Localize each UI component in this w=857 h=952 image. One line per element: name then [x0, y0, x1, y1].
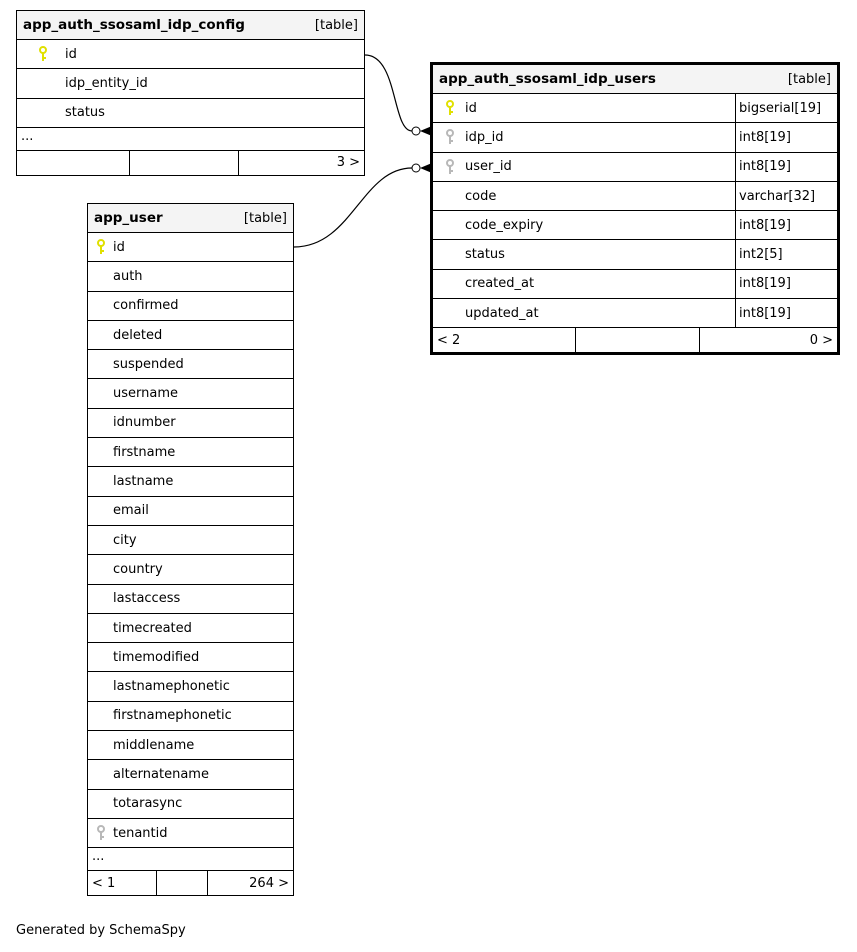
- column-name: alternatename: [113, 766, 209, 782]
- table-footer: [17, 151, 364, 175]
- column-row[interactable]: [433, 123, 837, 152]
- column-type: int8[19]: [735, 153, 837, 181]
- column-row[interactable]: [88, 409, 293, 438]
- column-row[interactable]: [433, 270, 837, 299]
- column-row[interactable]: [433, 153, 837, 182]
- column-name: user_id: [465, 159, 512, 175]
- column-type: varchar[32]: [735, 182, 837, 210]
- column-name: confirmed: [113, 298, 179, 314]
- column-type: int2[5]: [735, 240, 837, 268]
- column-type: bigserial[19]: [735, 94, 837, 122]
- column-row[interactable]: [88, 672, 293, 701]
- primary-key-icon: [91, 239, 111, 255]
- column-row[interactable]: [88, 438, 293, 467]
- column-name: suspended: [113, 356, 184, 372]
- column-row[interactable]: [88, 321, 293, 350]
- column-row[interactable]: [433, 211, 837, 240]
- column-name: email: [113, 503, 149, 519]
- column-name: firstname: [113, 444, 176, 460]
- column-type: int8[19]: [735, 211, 837, 239]
- column-row[interactable]: [433, 182, 837, 211]
- table-name: app_user: [94, 210, 163, 226]
- column-name: created_at: [465, 276, 535, 292]
- column-row[interactable]: [88, 614, 293, 643]
- table-header: [17, 11, 364, 40]
- parents-count: [17, 151, 129, 175]
- column-name: code_expiry: [465, 217, 544, 233]
- parents-count[interactable]: < 2: [437, 332, 461, 348]
- column-name: idnumber: [113, 415, 176, 431]
- more-columns[interactable]: ...: [17, 128, 364, 151]
- column-row[interactable]: [88, 350, 293, 379]
- column-row[interactable]: [88, 585, 293, 614]
- column-row[interactable]: [88, 819, 293, 848]
- column-name: lastnamephonetic: [113, 679, 230, 695]
- column-name: id: [65, 46, 77, 62]
- column-name: country: [113, 561, 163, 577]
- column-row[interactable]: [17, 99, 364, 128]
- children-count[interactable]: 264 >: [207, 871, 293, 895]
- column-row[interactable]: [88, 643, 293, 672]
- zero-many-marker: [412, 127, 420, 135]
- column-type: int8[19]: [735, 270, 837, 298]
- column-row[interactable]: [88, 292, 293, 321]
- column-name: status: [465, 247, 505, 263]
- table-header: [88, 204, 293, 233]
- column-name: firstnamephonetic: [113, 708, 232, 724]
- column-name: city: [113, 532, 137, 548]
- column-row[interactable]: [17, 69, 364, 98]
- table-kind: [table]: [243, 210, 287, 226]
- column-row[interactable]: [88, 497, 293, 526]
- column-name: status: [65, 105, 105, 121]
- table-header: [433, 65, 837, 94]
- column-type: int8[19]: [735, 123, 837, 151]
- column-type: int8[19]: [735, 299, 837, 327]
- column-name: id: [465, 100, 477, 116]
- table-app-user[interactable]: [87, 203, 294, 896]
- children-count[interactable]: 3 >: [238, 151, 364, 175]
- column-name: deleted: [113, 327, 163, 343]
- column-name: middlename: [113, 737, 195, 753]
- zero-many-marker: [412, 164, 420, 172]
- column-row[interactable]: [88, 702, 293, 731]
- footer-cell: [156, 871, 207, 895]
- primary-key-icon: [437, 100, 463, 116]
- fk-idp-id-line: [365, 55, 412, 131]
- column-name: tenantid: [113, 825, 168, 841]
- table-name: app_auth_ssosaml_idp_users: [439, 71, 656, 87]
- column-row[interactable]: [88, 526, 293, 555]
- column-name: idp_entity_id: [65, 75, 148, 91]
- column-row[interactable]: [88, 262, 293, 291]
- table-kind: [table]: [314, 17, 358, 33]
- column-row[interactable]: [433, 94, 837, 123]
- column-name: lastname: [113, 474, 174, 490]
- foreign-key-icon: [437, 129, 463, 145]
- column-name: lastaccess: [113, 591, 181, 607]
- column-name: idp_id: [465, 129, 504, 145]
- table-app-auth-ssosaml-idp-config[interactable]: [16, 10, 365, 176]
- table-footer: [433, 328, 837, 352]
- column-row[interactable]: [433, 240, 837, 269]
- column-row[interactable]: [88, 555, 293, 584]
- column-name: username: [113, 386, 178, 402]
- column-name: code: [465, 188, 497, 204]
- children-count[interactable]: 0 >: [699, 328, 837, 352]
- column-name: timecreated: [113, 620, 192, 636]
- column-name: updated_at: [465, 305, 539, 321]
- footer-cell: [575, 328, 699, 352]
- column-row[interactable]: [88, 731, 293, 760]
- column-row[interactable]: [88, 760, 293, 789]
- column-name: auth: [113, 268, 143, 284]
- parents-count[interactable]: < 1: [92, 875, 116, 891]
- foreign-key-icon: [91, 825, 111, 841]
- primary-key-icon: [21, 46, 65, 62]
- table-kind: [table]: [787, 71, 831, 87]
- table-app-auth-ssosaml-idp-users[interactable]: [430, 62, 840, 355]
- column-row[interactable]: [88, 790, 293, 819]
- generated-by-note: Generated by SchemaSpy: [16, 923, 186, 938]
- fk-user-id-line: [294, 168, 412, 247]
- column-row[interactable]: [88, 467, 293, 496]
- column-row[interactable]: [88, 233, 293, 262]
- column-name: timemodified: [113, 649, 200, 665]
- column-row[interactable]: [17, 40, 364, 69]
- column-name: totarasync: [113, 796, 183, 812]
- foreign-key-icon: [437, 159, 463, 175]
- footer-cell: [129, 151, 238, 175]
- column-row[interactable]: [433, 299, 837, 328]
- more-columns[interactable]: ...: [88, 848, 293, 871]
- column-name: id: [113, 239, 125, 255]
- column-row[interactable]: [88, 379, 293, 408]
- table-name: app_auth_ssosaml_idp_config: [23, 17, 245, 33]
- table-footer: [88, 871, 293, 895]
